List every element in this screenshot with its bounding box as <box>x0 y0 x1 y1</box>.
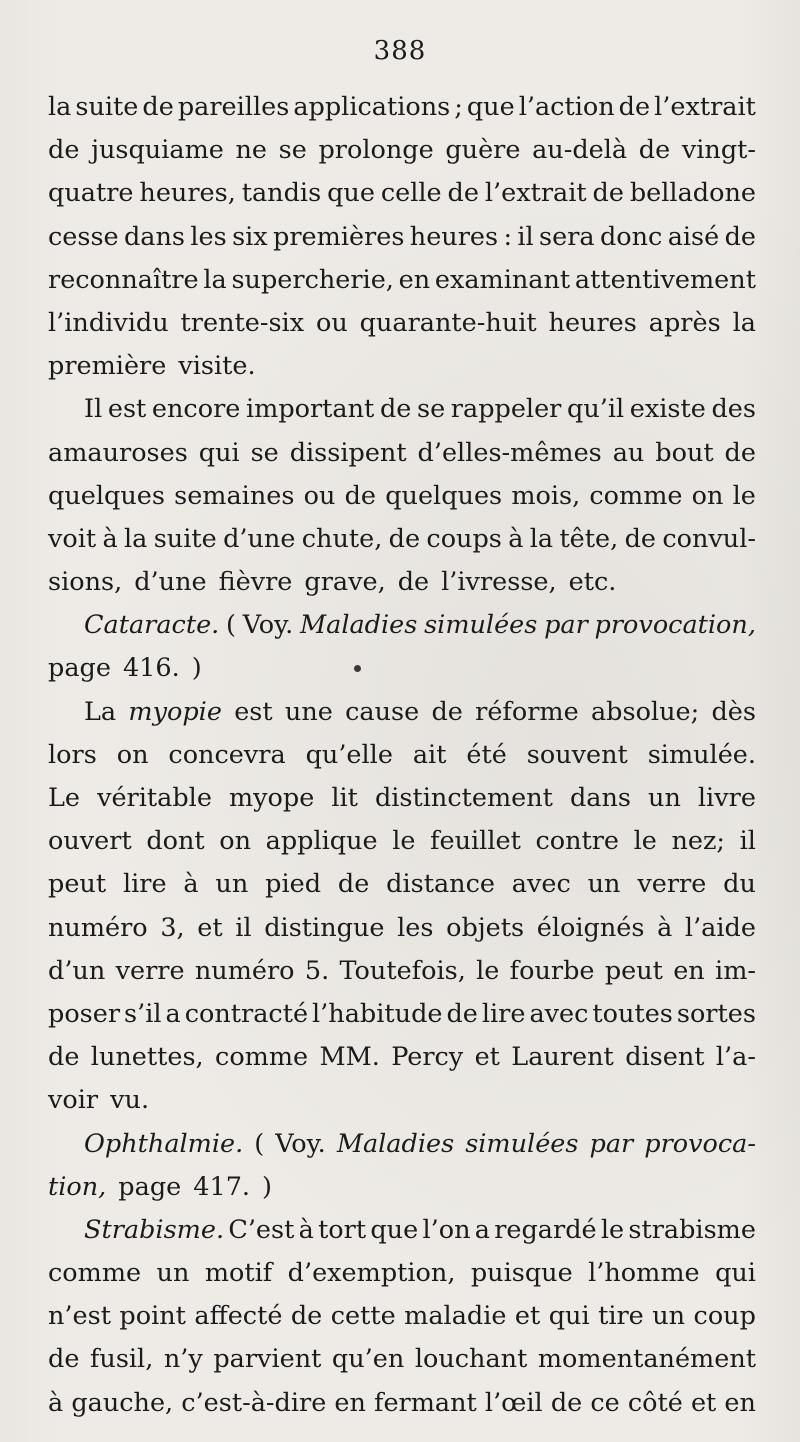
word: de <box>48 1344 80 1375</box>
word: rappeler <box>450 394 562 425</box>
word: dissipent <box>289 437 407 468</box>
word: l’action <box>518 92 615 122</box>
word: l’individu <box>48 307 169 338</box>
word: le <box>732 480 756 511</box>
word: etc. <box>568 567 617 598</box>
word: fusil, <box>89 1344 154 1375</box>
word: quelques <box>48 480 165 511</box>
word: strabisme <box>628 1214 756 1245</box>
word: ouvert <box>48 826 132 857</box>
word: semaines <box>174 480 295 511</box>
text-line <box>48 907 756 950</box>
word: les <box>397 912 434 943</box>
word: Toutefois, <box>339 955 466 986</box>
word: prolonge <box>318 135 434 166</box>
text-line <box>48 259 756 302</box>
word: la <box>732 307 756 338</box>
word: Voy. <box>242 610 294 641</box>
text-line <box>48 1209 756 1252</box>
word: page <box>118 1171 182 1202</box>
word: de <box>431 696 463 727</box>
word: le <box>600 1214 625 1245</box>
word: 5. <box>304 955 330 986</box>
word: grave, <box>304 567 386 598</box>
word: comme <box>589 480 683 511</box>
word: est <box>107 394 147 425</box>
word: l’habitude <box>312 998 443 1029</box>
word: lire <box>122 869 167 900</box>
word: 417. <box>193 1171 251 1202</box>
word: amauroses <box>48 437 188 468</box>
word: au-delà <box>532 135 628 166</box>
text-line <box>48 388 756 431</box>
word: Maladies <box>300 610 418 641</box>
word: de <box>337 869 370 900</box>
word: dans <box>569 783 631 813</box>
text-line <box>48 1079 756 1122</box>
word: Strabisme. <box>84 1214 225 1245</box>
word: de <box>388 523 421 554</box>
word: feuillet <box>430 826 521 857</box>
word: la <box>203 264 227 295</box>
word: coup <box>693 1301 756 1332</box>
word: MM. <box>319 1042 380 1073</box>
word: ) <box>262 1171 272 1202</box>
word: aisé <box>667 221 720 252</box>
word: numéro <box>194 955 295 986</box>
word: ( <box>254 1128 265 1159</box>
text-line <box>48 302 756 345</box>
word: tandis <box>241 178 322 209</box>
word: véritable <box>97 783 212 813</box>
word: qui <box>198 437 240 468</box>
word: verre <box>115 955 185 986</box>
word: absolue; <box>590 696 700 727</box>
word: n’y <box>163 1344 203 1375</box>
text-line <box>48 561 756 604</box>
word: ) <box>191 653 202 684</box>
word: distinctement <box>374 783 553 813</box>
word: l’œil <box>484 1387 543 1418</box>
word: contracté <box>184 998 309 1029</box>
word: numéro <box>48 912 148 943</box>
word: fièvre <box>218 567 293 598</box>
word: examinant <box>434 264 571 295</box>
word: ne <box>235 135 268 166</box>
word: qu’il <box>567 394 625 425</box>
word: à <box>48 1387 64 1418</box>
word: La <box>84 696 117 727</box>
word: de <box>447 178 479 209</box>
word: on <box>116 739 149 770</box>
word: a <box>474 1214 490 1245</box>
word: verre <box>637 869 707 900</box>
word: sions, <box>48 567 123 598</box>
word: puisque <box>470 1258 573 1289</box>
word: au <box>612 437 645 468</box>
word: affecté <box>194 1301 283 1332</box>
word: motif <box>204 1258 273 1289</box>
word: comme <box>215 1042 309 1073</box>
word: de <box>48 1042 80 1073</box>
word: et <box>514 1301 541 1332</box>
word: sortes <box>676 998 756 1029</box>
word: de <box>724 437 756 468</box>
word: cause <box>345 696 420 727</box>
word: a <box>165 998 181 1029</box>
word: vu. <box>110 1085 150 1116</box>
word: lors <box>48 739 97 770</box>
word: lunettes, <box>90 1042 204 1073</box>
word: et <box>690 1387 717 1418</box>
word: de <box>344 480 377 511</box>
word: à <box>657 912 673 943</box>
word: myope <box>228 783 315 813</box>
word: maladie <box>404 1301 507 1332</box>
word: l’ivresse, <box>441 567 557 598</box>
word: par <box>544 610 588 641</box>
word: donc <box>599 221 663 252</box>
word: de <box>397 567 430 598</box>
word: quatre <box>48 178 134 209</box>
word: heures <box>548 307 637 338</box>
word: tire <box>598 1301 644 1332</box>
text-line <box>48 518 756 561</box>
word: de <box>592 178 624 209</box>
word: tion, <box>48 1171 107 1202</box>
word: s’il <box>124 998 162 1029</box>
word: la <box>529 523 554 554</box>
text-line <box>48 863 756 906</box>
word: il <box>739 826 756 857</box>
word: 416. <box>122 653 180 684</box>
word: lire <box>481 998 526 1029</box>
word: été <box>466 739 507 770</box>
word: le <box>392 826 416 857</box>
word: des <box>711 394 756 425</box>
word: objets <box>446 912 525 943</box>
word: on <box>219 826 252 857</box>
word: de <box>290 1301 323 1332</box>
word: chute, <box>301 523 383 554</box>
page-number: 388 <box>373 36 427 66</box>
word: lit <box>331 783 358 813</box>
word: un <box>648 783 681 813</box>
word: l’extrait <box>484 178 587 209</box>
word: l’homme <box>588 1258 700 1289</box>
word: Il <box>84 394 103 425</box>
word: gauche, <box>71 1387 174 1418</box>
word: provocation, <box>594 610 756 641</box>
word: à <box>508 523 524 554</box>
word: quarante-huit <box>359 307 537 338</box>
word: une <box>284 696 333 727</box>
word: avec <box>529 998 589 1029</box>
word: attentivement <box>574 264 756 295</box>
text-line <box>48 432 756 475</box>
text-line <box>48 734 756 777</box>
ink-dot <box>354 665 361 672</box>
word: un <box>587 869 621 900</box>
word: parvient <box>213 1344 322 1375</box>
word: disent <box>625 1042 705 1073</box>
word: éloignés <box>536 912 645 943</box>
word: dont <box>146 826 205 857</box>
word: ( <box>226 610 236 641</box>
word: important <box>245 394 375 425</box>
word: l’aide <box>684 912 756 943</box>
word: avec <box>511 869 571 900</box>
word: guère <box>445 135 521 166</box>
word: cette <box>330 1301 396 1332</box>
word: côté <box>627 1387 683 1418</box>
word: de <box>446 998 478 1029</box>
word: point <box>119 1301 186 1332</box>
word: coups <box>426 523 502 554</box>
word: cesse <box>48 221 119 252</box>
word: myopie <box>128 696 222 727</box>
word: l’extrait <box>654 92 756 122</box>
word: qu’en <box>331 1344 405 1375</box>
word: applications <box>293 92 451 122</box>
text-line <box>48 691 756 734</box>
word: un <box>652 1301 686 1332</box>
word: est <box>234 696 273 727</box>
word: reconnaître <box>48 264 199 295</box>
word: de <box>142 92 174 122</box>
word: première <box>48 351 167 382</box>
word: Le <box>48 783 81 813</box>
word: en <box>673 955 705 986</box>
word: à <box>183 869 199 900</box>
word: d’elles-mêmes <box>417 437 602 468</box>
word: Voy. <box>275 1128 326 1159</box>
word: concevra <box>168 739 286 770</box>
word: de <box>48 135 80 166</box>
word: en <box>334 1387 366 1418</box>
text-line <box>48 777 756 820</box>
word: dans <box>123 221 186 252</box>
word: existe <box>629 394 706 425</box>
word: de <box>624 523 656 554</box>
word: momentanément <box>537 1344 756 1375</box>
word: ce <box>590 1387 620 1418</box>
word: du <box>723 869 756 900</box>
word: quelques <box>385 480 503 511</box>
word: Maladies <box>336 1128 455 1159</box>
word: après <box>648 307 721 338</box>
word: de <box>638 135 671 166</box>
word: ou <box>303 480 336 511</box>
text-line <box>48 1382 756 1425</box>
word: de <box>618 92 651 122</box>
word: que <box>327 178 375 209</box>
word: un <box>156 1258 190 1289</box>
word: et <box>474 1042 500 1073</box>
text-line <box>48 820 756 863</box>
word: par <box>589 1128 634 1159</box>
text-line <box>48 475 756 518</box>
word: en <box>398 264 431 295</box>
word: ; <box>454 92 463 122</box>
text-line <box>48 950 756 993</box>
word: heures <box>409 221 499 252</box>
word: de <box>724 221 756 252</box>
word: livre <box>697 783 756 813</box>
word: de <box>550 1387 583 1418</box>
word: distance <box>386 869 495 900</box>
word: se <box>416 394 446 425</box>
word: encore <box>151 394 241 425</box>
word: Laurent <box>511 1042 614 1073</box>
word: visite. <box>178 351 256 382</box>
word: distingue <box>264 912 385 943</box>
word: la <box>48 92 72 122</box>
word: louchant <box>414 1344 528 1375</box>
body-text <box>48 86 756 1425</box>
word: à <box>298 1214 314 1245</box>
word: vingt- <box>681 135 756 166</box>
word: heures, <box>139 178 236 209</box>
word: im- <box>715 955 756 986</box>
word: C’est <box>228 1214 295 1245</box>
word: premières <box>273 221 405 252</box>
word: fermant <box>374 1387 477 1418</box>
word: l’on <box>422 1214 471 1245</box>
word: réforme <box>475 696 579 727</box>
word: ou <box>315 307 348 338</box>
word: d’exemption, <box>287 1258 456 1289</box>
text-line <box>48 86 756 129</box>
word: supercherie, <box>231 264 394 295</box>
text-line <box>48 1252 756 1295</box>
word: belladone <box>629 178 756 209</box>
word: dès <box>711 696 756 727</box>
word: celle <box>380 178 442 209</box>
word: d’une <box>134 567 207 598</box>
word: en <box>724 1387 756 1418</box>
word: il <box>235 912 252 943</box>
word: bout <box>655 437 714 468</box>
word: et <box>197 912 223 943</box>
word: l’a- <box>715 1042 756 1073</box>
text-line <box>48 1338 756 1381</box>
word: la <box>124 523 148 554</box>
word: trente-six <box>180 307 305 338</box>
word: comme <box>48 1258 142 1289</box>
word: poser <box>48 998 121 1029</box>
text-line <box>48 993 756 1036</box>
word: c’est-à-dire <box>181 1387 327 1418</box>
word: toutes <box>592 998 673 1029</box>
word: regardé <box>494 1214 597 1245</box>
word: que <box>370 1214 419 1245</box>
word: que <box>466 92 515 122</box>
word: le <box>476 955 500 986</box>
word: contre <box>535 826 620 857</box>
text-line <box>48 1295 756 1338</box>
word: un <box>215 869 249 900</box>
text-line <box>48 129 756 172</box>
word: les <box>190 221 227 252</box>
word: qui <box>548 1301 590 1332</box>
text-line <box>48 172 756 215</box>
word: jusquiame <box>91 135 224 166</box>
word: provoca- <box>644 1128 756 1159</box>
word: Cataracte. <box>84 610 220 641</box>
word: on <box>691 480 724 511</box>
word: à <box>102 523 118 554</box>
word: suite <box>153 523 217 554</box>
word: pied <box>265 869 322 900</box>
word: le <box>633 826 657 857</box>
word: applique <box>265 826 378 857</box>
word: : <box>503 221 513 252</box>
word: nez; <box>671 826 726 857</box>
word: qu’elle <box>305 739 393 770</box>
word: six <box>232 221 268 252</box>
word: n’est <box>48 1301 111 1332</box>
word: souvent <box>526 739 628 770</box>
word: se <box>250 437 279 468</box>
word: de <box>379 394 412 425</box>
word: pareilles <box>177 92 290 122</box>
text-line <box>48 1036 756 1079</box>
word: page <box>48 653 111 684</box>
word: se <box>278 135 307 166</box>
word: 3, <box>160 912 185 943</box>
word: d’un <box>48 955 106 986</box>
text-line <box>48 604 756 647</box>
text-line <box>48 1166 756 1209</box>
word: voit <box>48 523 97 554</box>
text-line <box>48 1123 756 1166</box>
text-line <box>48 345 756 388</box>
word: simulée. <box>647 739 756 770</box>
word: simulées <box>465 1128 579 1159</box>
word: il <box>517 221 534 252</box>
word: Percy <box>391 1042 464 1073</box>
word: convul- <box>662 523 756 554</box>
word: sera <box>539 221 595 252</box>
word: fourbe <box>509 955 595 986</box>
word: voir <box>48 1085 99 1116</box>
word: mois, <box>511 480 581 511</box>
text-line <box>48 216 756 259</box>
word: d’une <box>223 523 296 554</box>
word: ait <box>412 739 447 770</box>
word: tête, <box>559 523 619 554</box>
word: simulées <box>424 610 538 641</box>
word: qui <box>715 1258 756 1289</box>
word: Ophthalmie. <box>84 1128 244 1159</box>
word: peut <box>48 869 107 900</box>
word: tort <box>318 1214 367 1245</box>
word: peut <box>604 955 663 986</box>
word: suite <box>75 92 139 122</box>
text-line <box>48 647 756 690</box>
